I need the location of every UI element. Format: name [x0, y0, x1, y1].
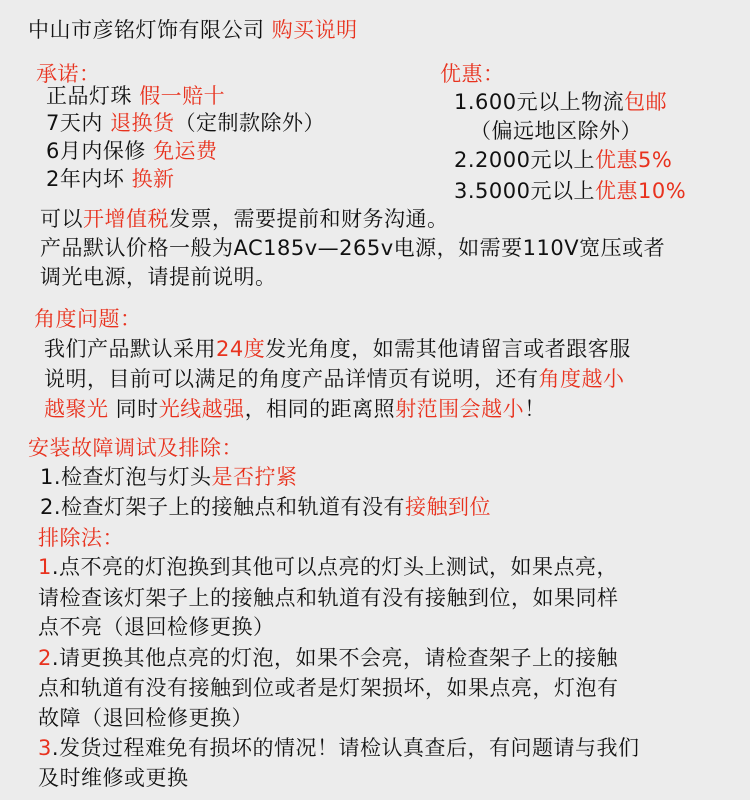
- promise-heading: 承诺：: [36, 62, 101, 86]
- offer-item-1: [454, 88, 667, 116]
- offer-item-text: 3.5000元以上: [454, 179, 595, 203]
- page-title: [28, 16, 358, 44]
- promise-item-3: [46, 137, 218, 165]
- promise-item-4: [46, 165, 175, 193]
- company-name: 中山市彦铭灯饰有限公司: [28, 18, 265, 42]
- angle-highlight: 角度越小: [538, 367, 625, 391]
- promise-item-text: 7天内: [46, 111, 103, 135]
- angle-text: 发光角度，如需其他请留言或者跟客服: [265, 337, 631, 361]
- method-3-line-1: [38, 734, 640, 762]
- offer-item-highlight: 优惠5%: [594, 148, 673, 172]
- offer-item-3: [454, 146, 672, 174]
- power-line-1: 产品默认价格一般为AC185v—265v电源，如需要110V宽压或者: [40, 236, 666, 260]
- promise-item-1: [46, 82, 225, 110]
- promise-item-suffix: （定制款除外）: [174, 111, 326, 135]
- invoice-highlight: 开增值税: [83, 207, 169, 231]
- promise-item-highlight: 假一赔十: [139, 84, 226, 108]
- promise-item-highlight: 免运费: [153, 139, 218, 163]
- install-text: 1.检查灯泡与灯头: [40, 465, 212, 489]
- install-heading: 安装故障调试及排除：: [28, 436, 243, 460]
- install-text: 2.检查灯架子上的接触点和轨道有没有: [40, 495, 406, 519]
- offer-item-highlight: 优惠10%: [594, 179, 687, 203]
- offer-item-2: [470, 117, 642, 145]
- angle-text: ，相同的距离照: [244, 397, 396, 421]
- power-line-2: 调光电源，请提前说明。: [40, 265, 277, 289]
- method-3-line-2: 及时维修或更换: [38, 766, 189, 790]
- promise-item-text: 6月内保修: [46, 139, 146, 163]
- angle-text: 我们产品默认采用: [44, 337, 216, 361]
- angle-line-2: [44, 365, 625, 393]
- angle-text: ！: [524, 397, 546, 421]
- invoice-text: 可以: [40, 207, 83, 231]
- promise-item-2: [46, 109, 325, 137]
- method-1-line-3: 点不亮（退回检修更换）: [38, 615, 275, 639]
- install-step-2: [40, 493, 491, 521]
- angle-line-1: [44, 335, 631, 363]
- method-text: .请更换其他点亮的灯泡，如果不会亮，请检查架子上的接触: [51, 646, 619, 670]
- promise-item-text: 正品灯珠: [46, 84, 132, 108]
- offer-item-text: （偏远地区除外）: [470, 119, 642, 143]
- angle-heading: 角度问题：: [34, 307, 142, 331]
- method-1-line-2: 请检查该灯架子上的接触点和轨道有没有接触到位，如果同样: [38, 586, 619, 610]
- offer-item-text: 2.2000元以上: [454, 148, 595, 172]
- promise-item-highlight: 退换货: [110, 111, 175, 135]
- angle-highlight: 射范围会越小: [395, 397, 525, 421]
- install-highlight: 接触到位: [405, 495, 492, 519]
- method-text: .发货过程难免有损坏的情况！请检认真查后，有问题请与我们: [51, 736, 640, 760]
- title-highlight: 购买说明: [271, 18, 358, 42]
- method-2-line-1: [38, 644, 618, 672]
- angle-highlight: 24度: [216, 337, 266, 361]
- method-text: .点不亮的灯泡换到其他可以点亮的灯头上测试，如果点亮，: [51, 555, 619, 579]
- angle-text: 同时: [108, 397, 159, 421]
- method-number: 3: [38, 736, 52, 760]
- offer-item-text: 1.600元以上物流: [454, 90, 625, 114]
- invoice-text: 发票，需要提前和财务沟通。: [169, 207, 449, 231]
- offer-item-4: [454, 177, 686, 205]
- method-number: 2: [38, 646, 52, 670]
- offer-item-highlight: 包邮: [624, 90, 668, 114]
- promise-item-text: 2年内坏: [46, 167, 125, 191]
- angle-highlight: 越聚光: [44, 397, 109, 421]
- method-1-line-1: [38, 553, 618, 581]
- method-number: 1: [38, 555, 52, 579]
- angle-text: 说明，目前可以满足的角度产品详情页有说明，还有: [44, 367, 539, 391]
- angle-highlight: 光线越强: [158, 397, 245, 421]
- offers-heading: 优惠：: [440, 62, 505, 86]
- install-step-1: [40, 463, 298, 491]
- promise-item-highlight: 换新: [131, 167, 175, 191]
- install-highlight: 是否拧紧: [211, 465, 298, 489]
- method-2-line-2: 点和轨道有没有接触到位或者是灯架损坏，如果点亮，灯泡有: [38, 676, 619, 700]
- method-2-line-3: 故障（退回检修更换）: [38, 706, 253, 730]
- remove-method-heading: 排除法：: [38, 526, 124, 550]
- invoice-line: [40, 205, 449, 233]
- angle-line-3: [44, 395, 546, 423]
